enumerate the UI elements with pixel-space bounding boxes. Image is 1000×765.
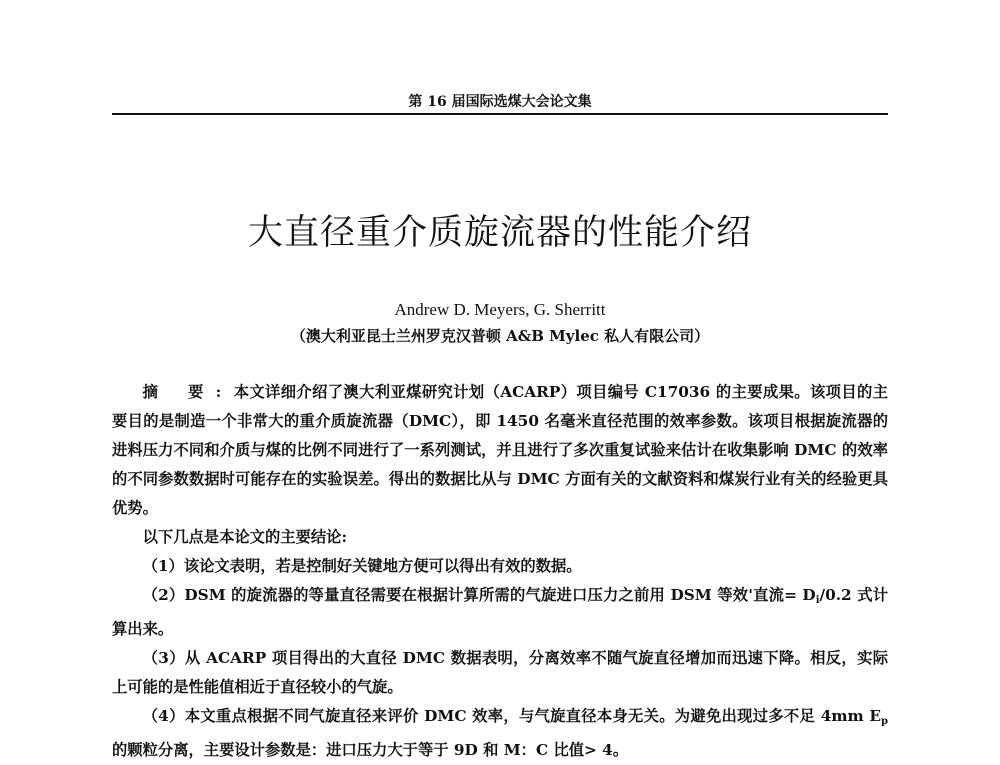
conclusions-intro: 以下几点是本论文的主要结论:: [142, 528, 348, 546]
abstract-paragraph: [112, 378, 888, 523]
paper-body: [112, 378, 888, 765]
conclusion-2-text-a: （2）DSM 的旋流器的等量直径需要在根据计算所需的气旋进口压力之前用 DSM 等效'直流= D: [142, 586, 816, 604]
conclusion-2: [112, 581, 888, 644]
header-rule: [112, 113, 888, 115]
conclusion-4-text-b: 的颗粒分离，主要设计参数是：进口压力大于等于 9D 和 M：C 比值> 4。: [112, 741, 629, 759]
paper-authors: Andrew D. Meyers, G. Sherritt: [394, 300, 606, 319]
conclusion-1: （1）该论文表明，若是控制好关键地方便可以得出有效的数据。: [142, 557, 582, 575]
abstract-text: 本文详细介绍了澳大利亚煤研究计划（ACARP）项目编号 C17036 的主要成果。该项目的主要目的是制造一个非常大的重介质旋流器（DMC），即 1450 名毫米直径范围的效率参数。该项目根据旋流器的进料压力不同和介质与煤的比例不同进行了一系列测试，并且进行了多次重复试验来估计在收集影响 DMC 的效率的不同参数数据时可能存在的实验误差。得出的数据比从与 DMC 方面有关的文献资料和煤炭行业有关的经验更具优势。: [112, 383, 888, 517]
author-affiliation: （澳大利亚昆士兰州罗克汉普顿 A&B Mylec 私人有限公司）: [290, 327, 710, 345]
conclusion-4: [112, 702, 888, 765]
conclusion-2-text-b: /0.2 式计算出来。: [112, 586, 889, 638]
conclusion-3: （3）从 ACARP 项目得出的大直径 DMC 数据表明，分离效率不随气旋直径增加而迅速下降。相反，实际上可能的是性能值相近于直径较小的气旋。: [112, 649, 888, 696]
abstract-label: 摘 要:: [142, 383, 234, 401]
running-header: 第 16 届国际选煤大会论文集: [408, 94, 592, 110]
conclusion-2-subscript: i: [815, 595, 820, 606]
conclusion-4-subscript: p: [881, 716, 888, 727]
paper-title: 大直径重介质旋流器的性能介绍: [247, 213, 752, 253]
conclusion-4-text-a: （4）本文重点根据不同气旋直径来评价 DMC 效率，与气旋直径本身无关。为避免出现过多不足 4mm E: [142, 707, 881, 725]
